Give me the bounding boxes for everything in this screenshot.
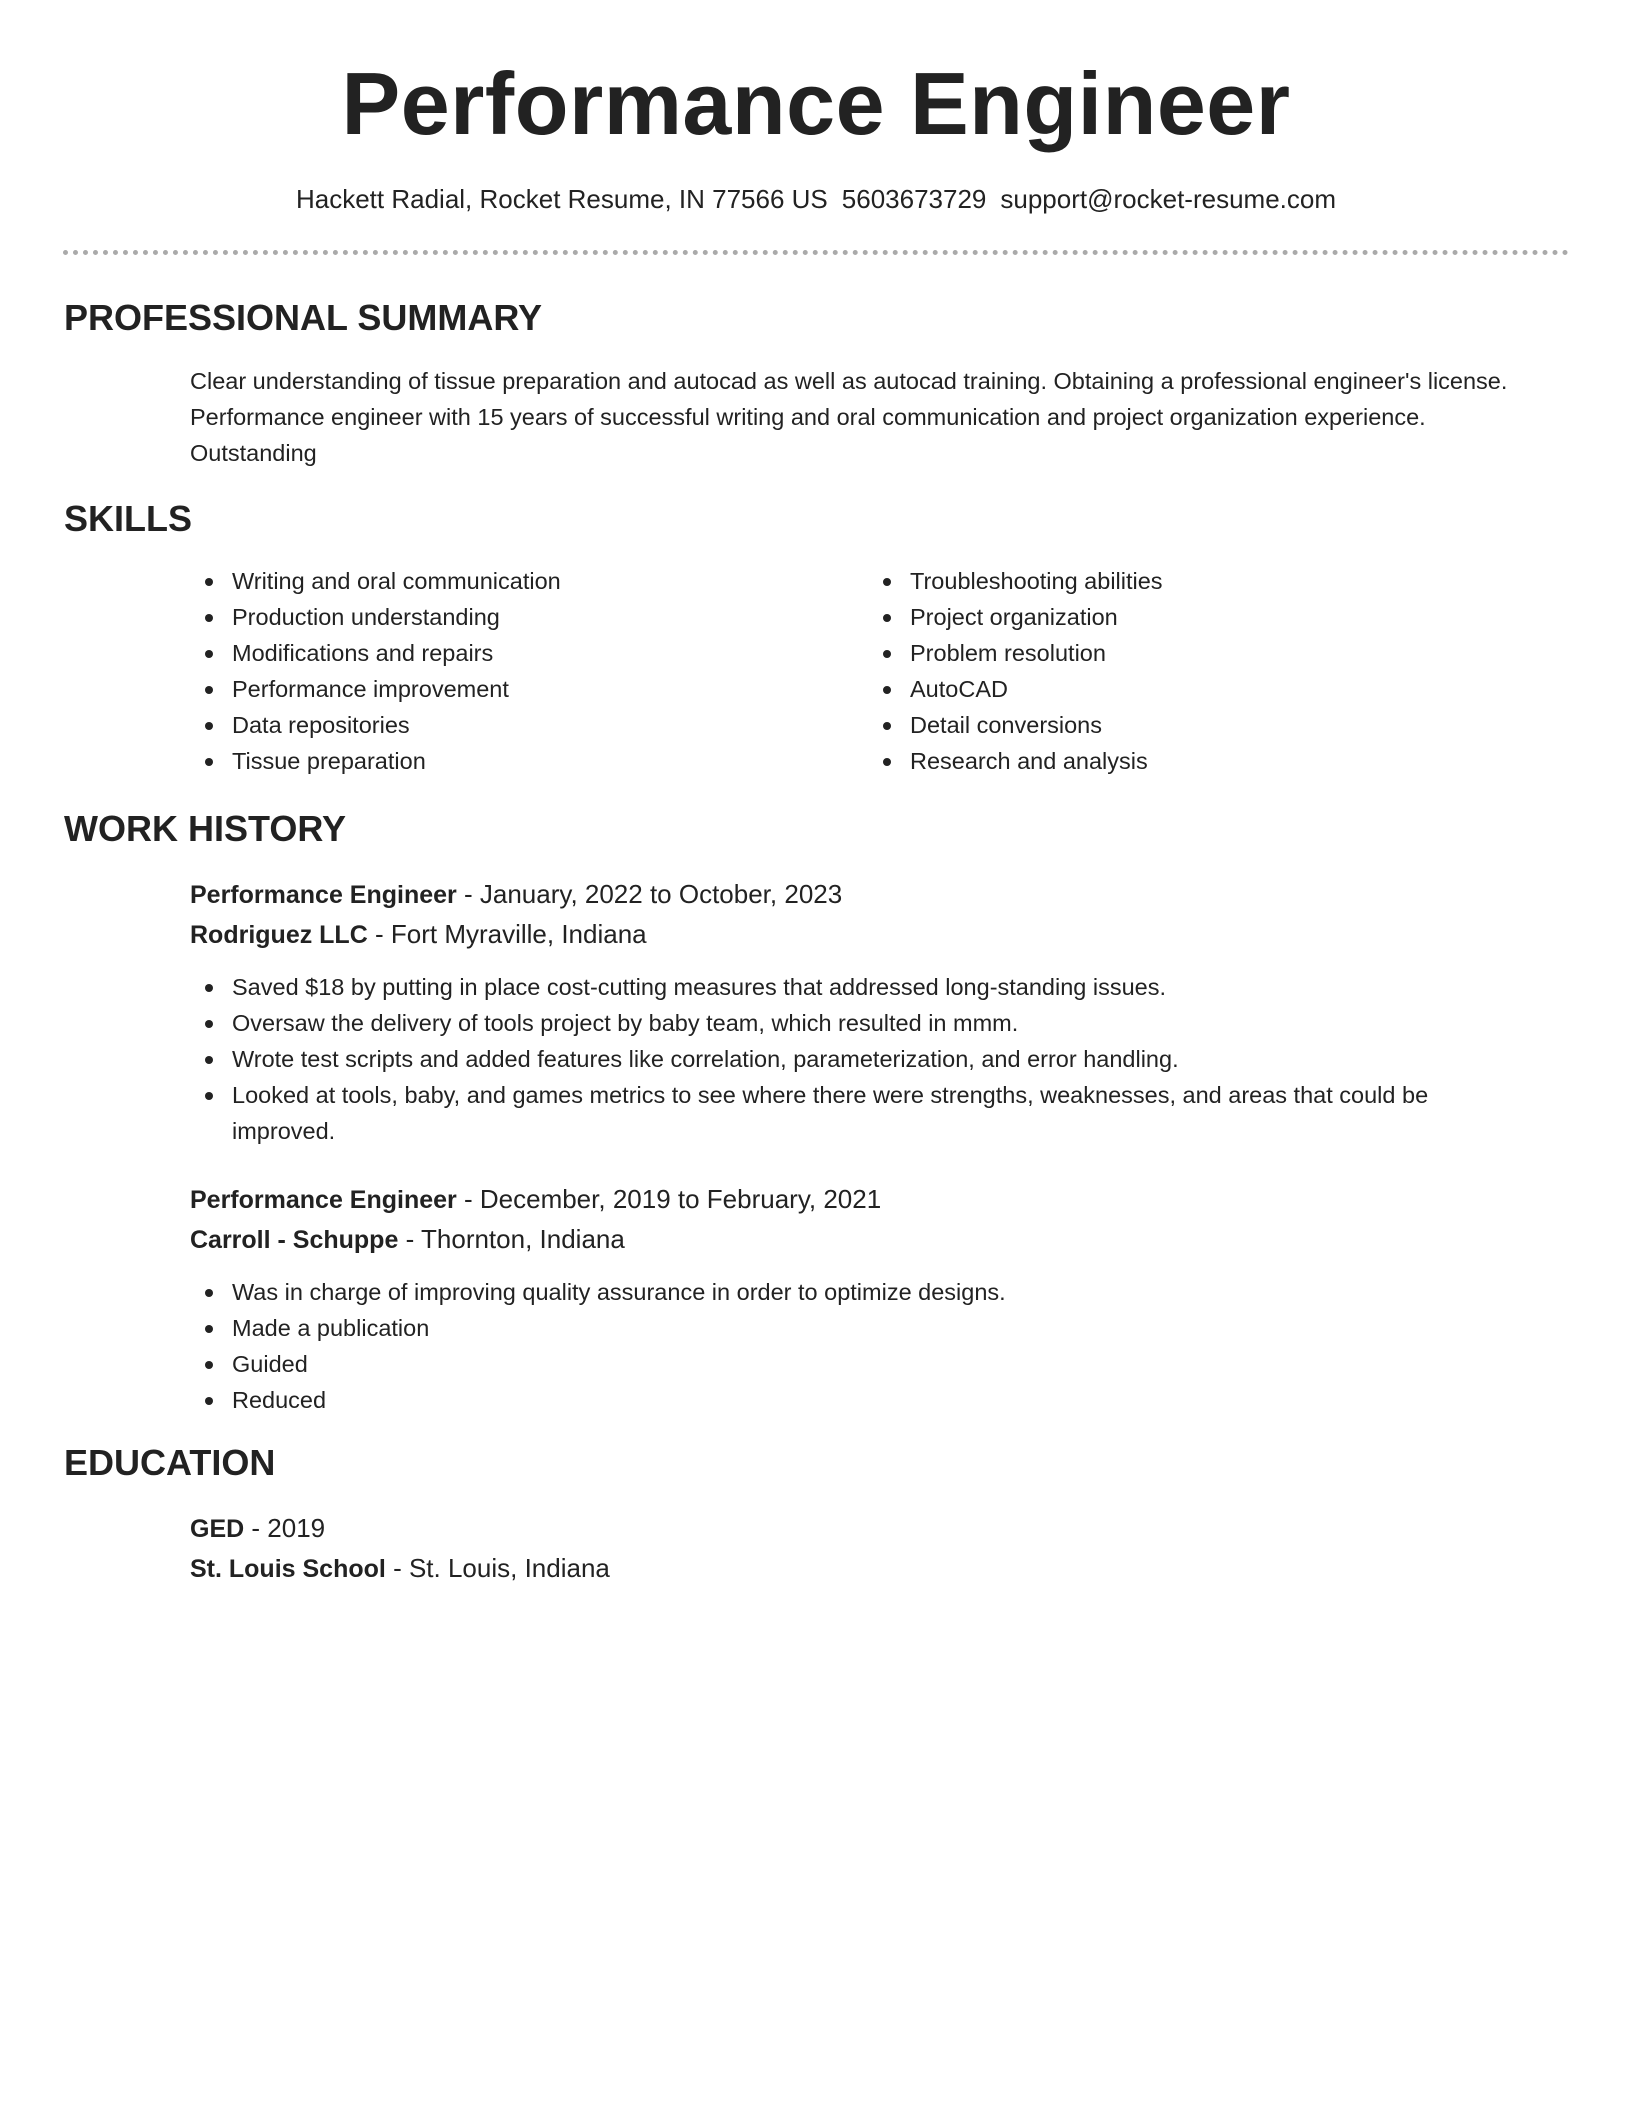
skill-item: Research and analysis xyxy=(866,743,1506,779)
job-bullet: Wrote test scripts and added features like correlation, parameterization, and error handling. xyxy=(188,1041,1528,1077)
job-company: Rodriguez LLC xyxy=(190,921,368,949)
job-bullet: Oversaw the delivery of tools project by baby team, which resulted in mmm. xyxy=(188,1005,1528,1041)
skills-heading: SKILLS xyxy=(64,498,193,539)
skill-item: AutoCAD xyxy=(866,671,1506,707)
job-dates: - January, 2022 to October, 2023 xyxy=(456,879,843,909)
contact-line xyxy=(0,182,1632,216)
job-company-line xyxy=(190,1219,625,1260)
education-school: St. Louis School xyxy=(190,1555,386,1583)
job-role: Performance Engineer xyxy=(190,1186,457,1214)
skill-item: Detail conversions xyxy=(866,707,1506,743)
education-degree: GED xyxy=(190,1515,245,1543)
resume-name: Performance Engineer xyxy=(341,54,1291,153)
skills-list-right xyxy=(866,563,1506,779)
job-bullet: Reduced xyxy=(188,1382,1528,1418)
skill-item: Writing and oral communication xyxy=(188,563,828,599)
job-bullet: Saved $18 by putting in place cost-cutting measures that addressed long-standing issues. xyxy=(188,969,1528,1005)
skills-list-left xyxy=(188,563,828,779)
job-title-line xyxy=(190,874,842,915)
header-divider xyxy=(63,250,1569,255)
contact-email: support@rocket-resume.com xyxy=(1000,184,1337,214)
job-location: - Thornton, Indiana xyxy=(398,1224,625,1254)
education-location: - St. Louis, Indiana xyxy=(385,1553,610,1583)
education-year: - 2019 xyxy=(244,1513,326,1543)
job-bullets xyxy=(188,969,1528,1149)
skill-item: Production understanding xyxy=(188,599,828,635)
job-bullet: Guided xyxy=(188,1346,1528,1382)
skill-item: Data repositories xyxy=(188,707,828,743)
skill-item: Problem resolution xyxy=(866,635,1506,671)
job-bullet: Looked at tools, baby, and games metrics to see where there were strengths, weaknesses, and areas that could be improved. xyxy=(188,1077,1528,1149)
job-bullets xyxy=(188,1274,1528,1418)
job-company-line xyxy=(190,914,647,955)
summary-text: Clear understanding of tissue preparation and autocad as well as autocad training. Obtaining a professional engineer's license. Performance engineer with 15 years of successful writing and oral communication and project organization experience. Outstanding xyxy=(190,368,1508,466)
skill-item: Modifications and repairs xyxy=(188,635,828,671)
contact-phone: 5603673729 xyxy=(841,184,987,214)
job-title-line xyxy=(190,1179,881,1220)
job-bullet: Was in charge of improving quality assurance in order to optimize designs. xyxy=(188,1274,1528,1310)
skill-item: Project organization xyxy=(866,599,1506,635)
job-bullet: Made a publication xyxy=(188,1310,1528,1346)
education-heading: EDUCATION xyxy=(64,1442,276,1483)
skill-item: Troubleshooting abilities xyxy=(866,563,1506,599)
education-school-line xyxy=(190,1548,610,1589)
education-degree-line xyxy=(190,1508,325,1549)
job-role: Performance Engineer xyxy=(190,881,457,909)
job-location: - Fort Myraville, Indiana xyxy=(367,919,647,949)
work-heading: WORK HISTORY xyxy=(64,808,347,849)
contact-address: Hackett Radial, Rocket Resume, IN 77566 US xyxy=(295,184,828,214)
skill-item: Tissue preparation xyxy=(188,743,828,779)
job-dates: - December, 2019 to February, 2021 xyxy=(456,1184,882,1214)
job-company: Carroll - Schuppe xyxy=(190,1226,399,1254)
skill-item: Performance improvement xyxy=(188,671,828,707)
summary-heading: PROFESSIONAL SUMMARY xyxy=(64,297,543,338)
